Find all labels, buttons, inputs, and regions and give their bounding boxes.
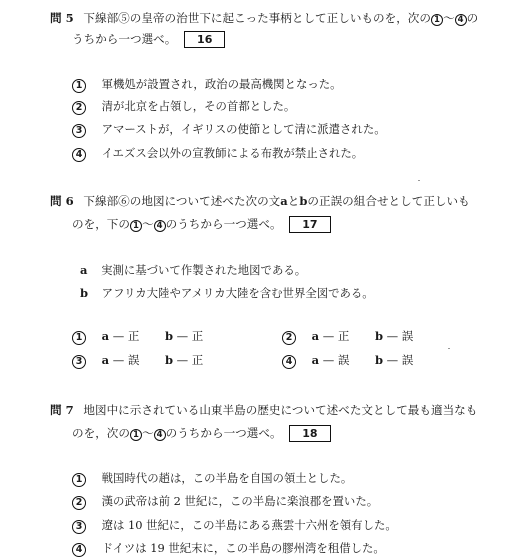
option-text: 清が北京を占領し，その首都とした。 xyxy=(101,99,296,113)
combo-a: a xyxy=(101,329,110,343)
option-text: 漢の武帝は前 2 世紀に，この半島に楽浪郡を置いた。 xyxy=(101,494,379,508)
combo-a: a xyxy=(101,353,110,367)
q6-number: 問 6 xyxy=(50,194,74,208)
combo-dash: — xyxy=(112,353,125,367)
option-text: 軍機処が設置され，政治の最高機関となった。 xyxy=(101,77,342,91)
q7-prompt-post: のうちから一つ選べ。 xyxy=(165,426,282,440)
combo-dash: — xyxy=(386,329,399,343)
q5-option-3[interactable] xyxy=(72,121,386,138)
statement-letter: a xyxy=(80,263,88,277)
combo-a-value: 誤 xyxy=(127,353,140,367)
scan-speck xyxy=(448,348,450,349)
q7-option-1[interactable] xyxy=(72,470,352,487)
range-tilde: 〜 xyxy=(141,217,154,231)
combo-a-value: 正 xyxy=(337,329,350,343)
q5-number: 問 5 xyxy=(50,11,74,25)
range-tilde: 〜 xyxy=(442,11,455,25)
circled-number-icon: 3 xyxy=(72,355,86,369)
q6-combo-2[interactable] xyxy=(282,328,413,345)
circled-number-icon: 2 xyxy=(72,496,86,510)
statement-text: アフリカ大陸やアメリカ大陸を含む世界全図である。 xyxy=(101,286,374,300)
option-text: イエズス会以外の宣教師による布教が禁止された。 xyxy=(101,146,364,160)
statement-text: 実測に基づいて作製された地図である。 xyxy=(101,263,307,277)
q5-text-end: の xyxy=(466,11,479,25)
circled-number-icon: 4 xyxy=(154,429,166,441)
answer-box-18[interactable]: 18 xyxy=(289,425,330,442)
q7-option-3[interactable] xyxy=(72,517,397,534)
combo-b: b xyxy=(374,329,383,343)
q6-text: 下線部⑥の地図について述べた次の文 xyxy=(83,194,281,208)
scan-speck xyxy=(418,180,420,181)
q6-and: と xyxy=(287,194,300,208)
combo-dash: — xyxy=(322,329,335,343)
combo-dash: — xyxy=(112,329,125,343)
option-text: 遼は 10 世紀に，この半島にある燕雲十六州を領有した。 xyxy=(101,518,397,532)
q5-option-2[interactable] xyxy=(72,98,295,115)
combo-a-value: 誤 xyxy=(337,353,350,367)
q5-line2 xyxy=(72,31,225,48)
combo-a: a xyxy=(311,353,320,367)
q6-text-end: の正誤の組合せとして正しいも xyxy=(307,194,470,208)
circled-number-icon: 2 xyxy=(72,101,86,115)
circled-number-icon: 1 xyxy=(130,220,142,232)
q7-option-4[interactable] xyxy=(72,540,385,557)
q6-letter-a: a xyxy=(280,194,288,208)
q7-text: 地図中に示されている山東半島の歴史について述べた文として最も適当なも xyxy=(83,403,478,417)
combo-a: a xyxy=(311,329,320,343)
option-text: アマーストが，イギリスの使節として清に派遣された。 xyxy=(101,122,386,136)
q7-prompt-pre: のを，次の xyxy=(72,426,130,440)
q5-line1 xyxy=(50,10,478,26)
circled-number-icon: 1 xyxy=(431,14,443,26)
combo-b-value: 正 xyxy=(191,353,204,367)
q6-prompt-post: のうちから一つ選べ。 xyxy=(165,217,282,231)
combo-b: b xyxy=(164,329,173,343)
q7-line2 xyxy=(72,425,331,442)
combo-b: b xyxy=(374,353,383,367)
combo-a-value: 正 xyxy=(127,329,140,343)
combo-dash: — xyxy=(386,353,399,367)
q6-line1 xyxy=(50,193,470,209)
combo-dash: — xyxy=(322,353,335,367)
circled-number-icon: 3 xyxy=(72,520,86,534)
circled-number-icon: 1 xyxy=(130,429,142,441)
combo-b-value: 正 xyxy=(191,329,204,343)
option-text: ドイツは 19 世紀末に，この半島の膠州湾を租借した。 xyxy=(101,541,385,555)
circled-number-icon: 4 xyxy=(72,148,86,162)
q6-statement-b xyxy=(80,285,374,301)
q6-line2 xyxy=(72,216,331,233)
option-text: 戦国時代の趙は，この半島を自国の領土とした。 xyxy=(101,471,353,485)
circled-number-icon: 4 xyxy=(282,355,296,369)
range-tilde: 〜 xyxy=(141,426,154,440)
combo-b-value: 誤 xyxy=(401,329,414,343)
q5-text: 下線部⑤の皇帝の治世下に起こった事柄として正しいものを，次の xyxy=(83,11,431,25)
q7-number: 問 7 xyxy=(50,403,74,417)
circled-number-icon: 1 xyxy=(72,473,86,487)
q7-option-2[interactable] xyxy=(72,493,378,510)
q5-option-1[interactable] xyxy=(72,76,342,93)
q6-statement-a xyxy=(80,262,306,278)
answer-box-16[interactable]: 16 xyxy=(184,31,225,48)
q6-combo-4[interactable] xyxy=(282,352,413,369)
answer-box-17[interactable]: 17 xyxy=(289,216,330,233)
q6-combo-1[interactable] xyxy=(72,328,203,345)
circled-number-icon: 1 xyxy=(72,79,86,93)
circled-number-icon: 1 xyxy=(72,331,86,345)
circled-number-icon: 2 xyxy=(282,331,296,345)
q7-line1 xyxy=(50,402,477,418)
combo-b-value: 誤 xyxy=(401,353,414,367)
combo-dash: — xyxy=(176,329,189,343)
statement-letter: b xyxy=(80,286,89,300)
q5-option-4[interactable] xyxy=(72,145,363,162)
combo-dash: — xyxy=(176,353,189,367)
circled-number-icon: 4 xyxy=(154,220,166,232)
combo-b: b xyxy=(164,353,173,367)
q6-prompt-pre: のを，下の xyxy=(72,217,130,231)
circled-number-icon: 3 xyxy=(72,124,86,138)
q6-letter-b: b xyxy=(299,194,308,208)
circled-number-icon: 4 xyxy=(455,14,467,26)
q6-combo-3[interactable] xyxy=(72,352,203,369)
circled-number-icon: 4 xyxy=(72,543,86,557)
q5-prompt: うちから一つ選べ。 xyxy=(72,32,177,46)
